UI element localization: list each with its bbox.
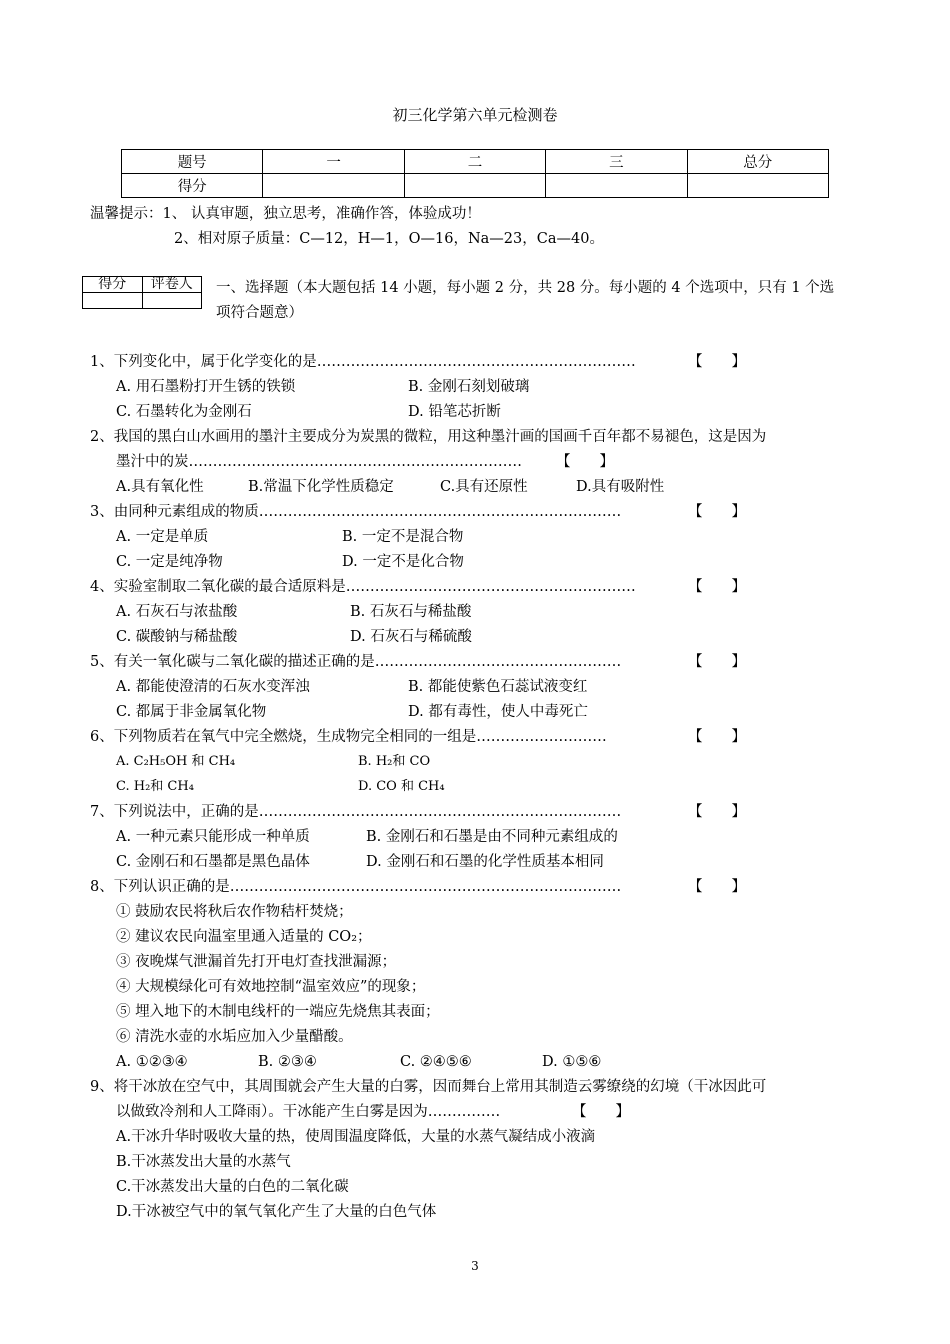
question-2-stem-cont: 墨汁中的炭…………………………………………………………… bbox=[116, 454, 522, 470]
score-cell[interactable] bbox=[263, 174, 404, 198]
question-7-stem: 7、下列说法中，正确的是………………………………………………………………… bbox=[90, 804, 622, 820]
score-cell[interactable] bbox=[687, 174, 828, 198]
grader-score-label: 得分 bbox=[83, 277, 143, 293]
question-2-stem: 2、我国的黑白山水画用的墨汁主要成分为炭黑的微粒，用这种墨汁画的国画千百年都不易褪色，这是因为 bbox=[90, 429, 767, 445]
option-d: D. 石灰石与稀硫酸 bbox=[350, 629, 472, 645]
score-cell[interactable] bbox=[404, 174, 545, 198]
table-cell: 一 bbox=[263, 150, 404, 174]
option-c: C.具有还原性 bbox=[440, 479, 528, 495]
option-b: B.干冰蒸发出大量的水蒸气 bbox=[116, 1154, 291, 1170]
answer-bracket[interactable]: 【 】 bbox=[556, 454, 614, 470]
option-b: B. ②③④ bbox=[258, 1054, 317, 1070]
option-a: A.干冰升华时吸收大量的热，使周围温度降低，大量的水蒸气凝结成小液滴 bbox=[116, 1129, 596, 1145]
option-b: B. 一定不是混合物 bbox=[342, 529, 464, 545]
option-a: A. 都能使澄清的石灰水变浑浊 bbox=[116, 679, 310, 695]
option-b: B.常温下化学性质稳定 bbox=[248, 479, 394, 495]
option-d: D.干冰被空气中的氧气氧化产生了大量的白色气体 bbox=[116, 1204, 437, 1220]
statement-item: ③ 夜晚煤气泄漏首先打开电灯查找泄漏源； bbox=[116, 954, 397, 970]
option-c: C. 碳酸钠与稀盐酸 bbox=[116, 629, 238, 645]
option-c: C. 都属于非金属氧化物 bbox=[116, 704, 267, 720]
option-d: D.具有吸附性 bbox=[576, 479, 665, 495]
question-1-stem: 1、下列变化中，属于化学变化的是………………………………………………………… bbox=[90, 354, 636, 370]
option-a: A. C₂H₅OH 和 CH₄ bbox=[116, 754, 236, 769]
question-3-stem: 3、由同种元素组成的物质………………………………………………………………… bbox=[90, 504, 622, 520]
option-d: D. 铅笔芯折断 bbox=[408, 404, 501, 420]
option-c: C. ②④⑤⑥ bbox=[400, 1054, 472, 1070]
score-table bbox=[121, 149, 829, 198]
option-b: B. 都能使紫色石蕊试液变红 bbox=[408, 679, 588, 695]
answer-bracket[interactable]: 【 】 bbox=[572, 1104, 630, 1120]
table-row bbox=[122, 150, 829, 174]
answer-bracket[interactable]: 【 】 bbox=[688, 354, 746, 370]
section-heading: 一、选择题（本大题包括 14 小题，每小题 2 分，共 28 分。每小题的 4 个选项中，只有 1 个选 bbox=[216, 280, 835, 296]
grader-box bbox=[82, 276, 202, 309]
table-row bbox=[83, 293, 202, 309]
option-c: C. 石墨转化为金刚石 bbox=[116, 404, 252, 420]
option-d: D. CO 和 CH₄ bbox=[358, 779, 445, 794]
section-heading-cont: 项符合题意） bbox=[216, 305, 303, 321]
option-a: A. 用石墨粉打开生锈的铁锁 bbox=[116, 379, 296, 395]
table-row bbox=[122, 174, 829, 198]
score-cell[interactable] bbox=[546, 174, 687, 198]
answer-bracket[interactable]: 【 】 bbox=[688, 654, 746, 670]
grader-name-cell[interactable] bbox=[142, 293, 202, 309]
table-cell: 得分 bbox=[122, 174, 263, 198]
option-a: A. ①②③④ bbox=[116, 1054, 188, 1070]
option-a: A. 一定是单质 bbox=[116, 529, 209, 545]
question-9-stem: 9、将干冰放在空气中，其周围就会产生大量的白雾，因而舞台上常用其制造云雾缭绕的幻境（干冰因此可 bbox=[90, 1079, 767, 1095]
option-c: C. 一定是纯净物 bbox=[116, 554, 223, 570]
option-d: D. ①⑤⑥ bbox=[542, 1054, 602, 1070]
answer-bracket[interactable]: 【 】 bbox=[688, 879, 746, 895]
table-cell: 题号 bbox=[122, 150, 263, 174]
answer-bracket[interactable]: 【 】 bbox=[688, 579, 746, 595]
statement-item: ② 建议农民向温室里通入适量的 CO₂； bbox=[116, 929, 372, 945]
question-6-stem: 6、下列物质若在氧气中完全燃烧，生成物完全相同的一组是……………………… bbox=[90, 729, 607, 745]
tips-line-1: 温馨提示：1、 认真审题，独立思考，准确作答，体验成功！ bbox=[90, 206, 481, 222]
option-d: D. 一定不是化合物 bbox=[342, 554, 464, 570]
table-cell: 总分 bbox=[687, 150, 828, 174]
answer-bracket[interactable]: 【 】 bbox=[688, 729, 746, 745]
answer-bracket[interactable]: 【 】 bbox=[688, 804, 746, 820]
option-b: B. 金刚石刻划破璃 bbox=[408, 379, 530, 395]
option-c: C.干冰蒸发出大量的白色的二氧化碳 bbox=[116, 1179, 349, 1195]
table-row bbox=[83, 277, 202, 293]
grader-score-cell[interactable] bbox=[83, 293, 143, 309]
statement-item: ① 鼓励农民将秋后农作物秸杆焚烧； bbox=[116, 904, 353, 920]
question-9-stem-cont: 以做致冷剂和人工降雨）。干冰能产生白雾是因为…………… bbox=[116, 1104, 501, 1120]
option-a: A. 石灰石与浓盐酸 bbox=[116, 604, 238, 620]
table-cell: 三 bbox=[546, 150, 687, 174]
option-d: D. 金刚石和石墨的化学性质基本相同 bbox=[366, 854, 604, 870]
page-title: 初三化学第六单元检测卷 bbox=[392, 106, 558, 124]
statement-item: ⑥ 清洗水壶的水垢应加入少量醋酸。 bbox=[116, 1029, 353, 1045]
option-b: B. 金刚石和石墨是由不同种元素组成的 bbox=[366, 829, 618, 845]
option-b: B. H₂和 CO bbox=[358, 754, 431, 769]
table-cell: 二 bbox=[404, 150, 545, 174]
page-number: 3 bbox=[471, 1259, 479, 1273]
option-d: D. 都有毒性，使人中毒死亡 bbox=[408, 704, 588, 720]
tips-line-2: 2、相对原子质量：C—12，H—1，O—16，Na—23，Ca—40。 bbox=[174, 231, 604, 247]
question-5-stem: 5、有关一氧化碳与二氧化碳的描述正确的是…………………………………………… bbox=[90, 654, 622, 670]
option-c: C. H₂和 CH₄ bbox=[116, 779, 194, 794]
statement-item: ④ 大规模绿化可有效地控制“温室效应”的现象； bbox=[116, 979, 426, 995]
statement-item: ⑤ 埋入地下的木制电线杆的一端应先烧焦其表面； bbox=[116, 1004, 440, 1020]
question-4-stem: 4、实验室制取二氧化碳的最合适原料是…………………………………………………… bbox=[90, 579, 636, 595]
answer-bracket[interactable]: 【 】 bbox=[688, 504, 746, 520]
grader-name-label: 评卷人 bbox=[142, 277, 202, 293]
question-8-stem: 8、下列认识正确的是……………………………………………………………………… bbox=[90, 879, 622, 895]
option-c: C. 金刚石和石墨都是黑色晶体 bbox=[116, 854, 310, 870]
option-b: B. 石灰石与稀盐酸 bbox=[350, 604, 472, 620]
option-a: A.具有氧化性 bbox=[116, 479, 204, 495]
option-a: A. 一种元素只能形成一种单质 bbox=[116, 829, 310, 845]
